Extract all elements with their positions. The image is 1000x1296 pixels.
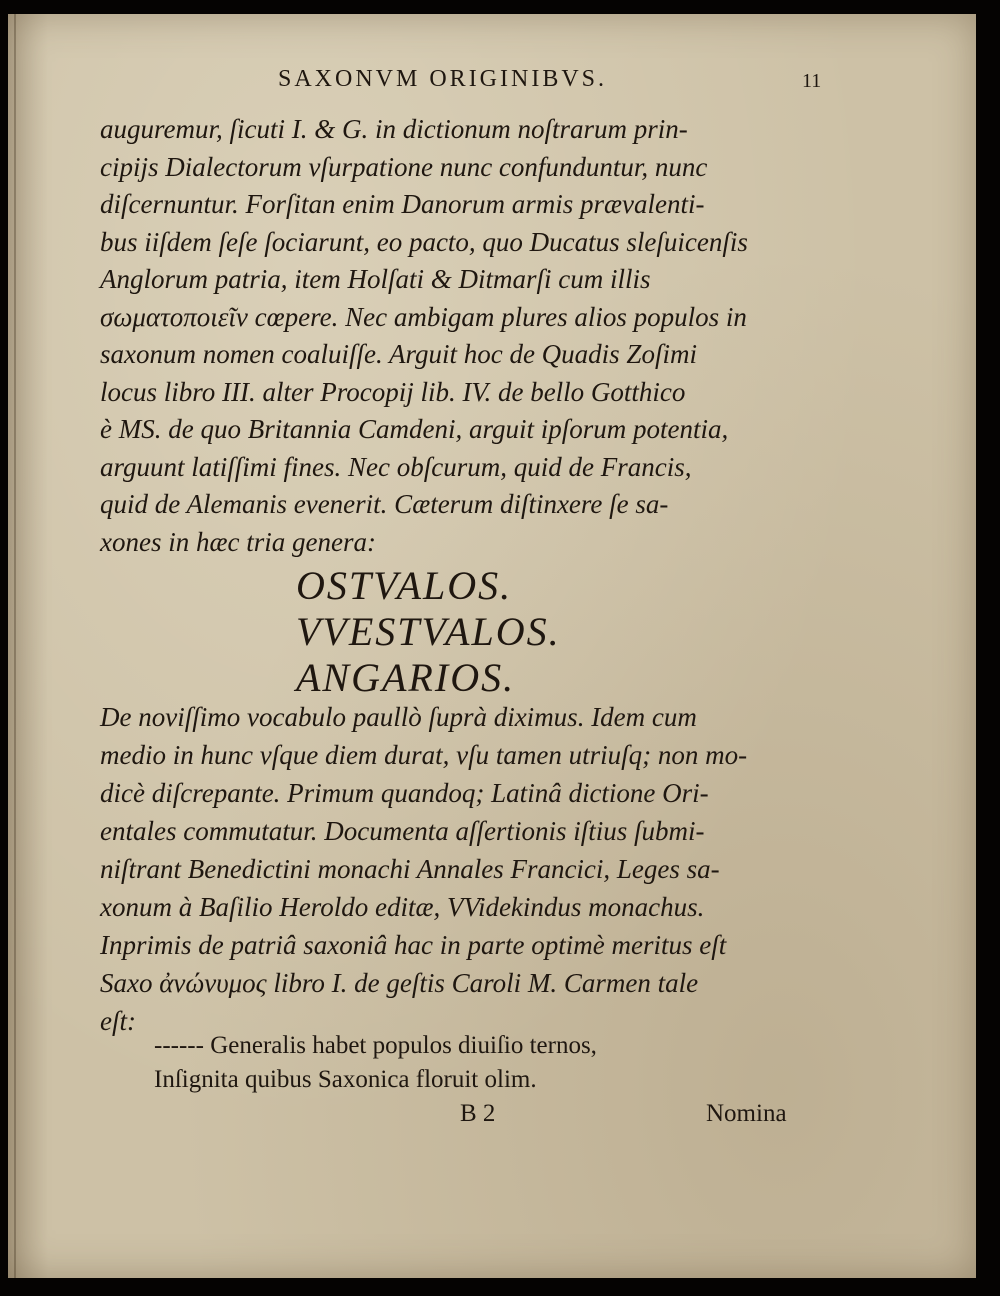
text-line: bus iiſdem ſeſe ſociarunt, eo pacto, quo Ducatus sleſuicenſis [100,226,748,257]
tribe-name: ANGARIOS. [296,655,516,700]
text-line: entales commutatur. Documenta aſſertionis iſtius ſubmi- [100,816,705,846]
text-line: diſcernuntur. Forſitan enim Danorum armis prævalenti- [100,189,705,219]
page-number: 11 [802,70,822,92]
tribe-name: VVESTVALOS. [296,609,561,654]
catchword: Nomina [706,1100,787,1127]
text-line: Anglorum patria, item Holſati & Ditmarſi cum illis [100,264,651,294]
text-line: arguunt latiſſimi fines. Nec obſcurum, quid de Francis, [100,451,692,482]
text-line: De noviſſimo vocabulo paullò ſuprà diximus. Idem cum [100,702,697,732]
text-line: saxonum nomen coaluiſſe. Arguit hoc de Quadis Zoſimi [100,339,697,369]
verse-line: ------ Generalis habet populos diuiſio ternos, [154,1032,597,1059]
text-line: Inprimis de patriâ saxoniâ hac in parte optimè meritus eſt [100,930,727,960]
text-line: σωματοποιεῖν cœpere. Nec ambigam plures alios populos in [100,301,747,332]
text-line: locus libro III. alter Procopij lib. IV. de bello Gotthico [100,376,686,407]
text-line: cipijs Dialectorum vſurpatione nunc confunduntur, nunc [100,151,708,182]
running-title: SAXONVM ORIGINIBVS. [278,66,608,92]
text-line: xonum à Baſilio Heroldo editæ, VVidekindus monachus. [100,892,705,922]
text-line: medio in hunc vſque diem durat, vſu tamen utriuſq; non mo- [100,740,748,770]
text-line: dicè diſcrepante. Primum quandoq; Latinâ dictione Ori- [100,778,709,808]
page-edge-shadow [14,14,16,1278]
text-line: niſtrant Benedictini monachi Annales Francici, Leges sa- [100,854,720,884]
show-through-text [820,574,827,608]
verse-line: Inſignita quibus Saxonica floruit olim. [154,1066,537,1093]
tribe-name: OSTVALOS. [296,563,513,608]
text-line: xones in hæc tria genera: [100,526,376,557]
text-line: è MS. de quo Britannia Camdeni, arguit ipſorum potentia, [100,414,729,444]
text-line: auguremur, ſicuti I. & G. in dictionum noſtrarum prin- [100,114,688,144]
text-line: eſt: [100,1006,136,1036]
text-line: quid de Alemanis evenerit. Cæterum diſtinxere ſe sa- [100,489,669,519]
text-line: Saxo ἀνώνυμος libro I. de geſtis Caroli M. Carmen tale [100,968,699,998]
signature-mark: B 2 [460,1100,496,1127]
book-page [8,14,976,1278]
